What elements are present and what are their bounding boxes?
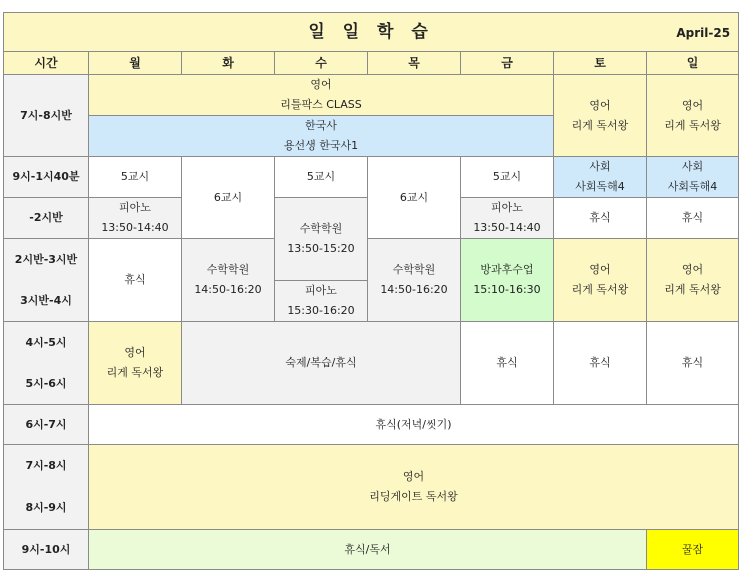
sun-english-cell bbox=[647, 75, 739, 157]
time-1430-1530: 2시반-3시반 bbox=[14, 252, 78, 266]
homework-cell: 숙제/복습/휴식 bbox=[182, 322, 461, 405]
english-class-title: 리틀팍스 CLASS bbox=[280, 98, 362, 111]
english-class-subject: 영어 bbox=[310, 78, 332, 91]
wed-math-cell bbox=[275, 198, 368, 281]
korean-history-title: 용선생 한국사1 bbox=[283, 139, 359, 152]
reading-gate-cell bbox=[89, 445, 739, 530]
sun-english-2-title: 리게 독서왕 bbox=[664, 283, 721, 296]
fri-piano-time: 13:50-14:40 bbox=[473, 221, 541, 234]
time-to-1430: -2시반 bbox=[4, 198, 89, 239]
sun-social-cell bbox=[647, 157, 739, 198]
fri-afterschool-subject: 방과후수업 bbox=[480, 263, 534, 276]
sat-english-title: 리게 독서왕 bbox=[571, 118, 629, 132]
korean-history-cell bbox=[89, 116, 554, 157]
mon-piano-time: 13:50-14:40 bbox=[101, 221, 169, 234]
title-cell bbox=[4, 13, 739, 52]
wed-math-subject: 수학학원 bbox=[299, 221, 343, 235]
sat-rest-1: 휴식 bbox=[554, 198, 647, 239]
daily-schedule bbox=[3, 12, 738, 570]
time-1430-1600 bbox=[4, 239, 89, 322]
sat-english-2-subject: 영어 bbox=[589, 263, 611, 276]
schedule-table bbox=[3, 12, 739, 570]
dinner-cell: 휴식(저녁/씻기) bbox=[89, 405, 739, 445]
time-2100-2200: 9시-10시 bbox=[4, 530, 89, 570]
sun-social-title: 사회독해4 bbox=[667, 180, 718, 193]
wed-piano-subject: 피아노 bbox=[305, 283, 337, 297]
sun-rest-1: 휴식 bbox=[647, 198, 739, 239]
time-1600-1700: 4시-5시 bbox=[25, 335, 67, 349]
sat-english-cell bbox=[554, 75, 647, 157]
reading-gate-title: 리딩게이트 독서왕 bbox=[369, 490, 458, 503]
sun-rest-2: 휴식 bbox=[647, 322, 739, 405]
header-sun: 일 bbox=[647, 52, 739, 75]
fri-afterschool-time: 15:10-16:30 bbox=[473, 283, 541, 296]
header-fri: 금 bbox=[461, 52, 554, 75]
wed-piano-time: 15:30-16:20 bbox=[287, 303, 355, 317]
time-1530-1600: 3시반-4시 bbox=[20, 293, 72, 307]
tue-math-cell bbox=[182, 239, 275, 322]
thu-math-cell bbox=[368, 239, 461, 322]
sun-social-subject: 사회 bbox=[681, 160, 704, 173]
date-label: April-25 bbox=[676, 26, 731, 40]
korean-history-subject: 한국사 bbox=[305, 119, 337, 132]
time-1900-2100 bbox=[4, 445, 89, 530]
mon-english-subject: 영어 bbox=[124, 346, 146, 359]
fri-piano-cell bbox=[461, 198, 554, 239]
time-1700-1800: 5시-6시 bbox=[25, 376, 67, 390]
sat-social-cell bbox=[554, 157, 647, 198]
header-wed: 수 bbox=[275, 52, 368, 75]
wed-piano-cell bbox=[275, 280, 368, 322]
sat-social-subject: 사회 bbox=[589, 160, 611, 173]
header-tue: 화 bbox=[182, 52, 275, 75]
header-mon: 월 bbox=[89, 52, 182, 75]
time-9-1340: 9시-1시40분 bbox=[4, 157, 89, 198]
sun-english-2-subject: 영어 bbox=[681, 263, 704, 276]
time-2000-2100: 8시-9시 bbox=[25, 501, 67, 514]
sun-english-subject: 영어 bbox=[681, 98, 704, 112]
time-7-830: 7시-8시반 bbox=[4, 75, 89, 157]
header-sat: 토 bbox=[554, 52, 647, 75]
sat-social-title: 사회독해4 bbox=[575, 180, 625, 193]
mon-rest: 휴식 bbox=[89, 239, 182, 322]
fri-rest: 휴식 bbox=[461, 322, 554, 405]
time-1900-2000: 7시-8시 bbox=[25, 459, 67, 472]
mon-piano-cell bbox=[89, 198, 182, 239]
fri-piano-subject: 피아노 bbox=[491, 201, 523, 214]
thu-period6: 6교시 bbox=[368, 157, 461, 239]
mon-piano-subject: 피아노 bbox=[119, 201, 151, 214]
mon-period5: 5교시 bbox=[89, 157, 182, 198]
wed-math-time: 13:50-15:20 bbox=[287, 241, 355, 255]
thu-math-subject: 수학학원 bbox=[392, 263, 436, 276]
sun-english-title: 리게 독서왕 bbox=[664, 118, 721, 132]
sat-rest-2: 휴식 bbox=[554, 322, 647, 405]
sun-english-2-cell bbox=[647, 239, 739, 322]
fri-afterschool-cell bbox=[461, 239, 554, 322]
sat-english-2-title: 리게 독서왕 bbox=[571, 283, 629, 296]
fri-period5: 5교시 bbox=[461, 157, 554, 198]
tue-math-subject: 수학학원 bbox=[206, 263, 250, 276]
tue-period6: 6교시 bbox=[182, 157, 275, 239]
mon-english-cell bbox=[89, 322, 182, 405]
thu-math-time: 14:50-16:20 bbox=[380, 283, 448, 296]
tue-math-time: 14:50-16:20 bbox=[194, 283, 262, 296]
header-row bbox=[4, 52, 739, 75]
time-1600-1800 bbox=[4, 322, 89, 405]
time-1800-1900: 6시-7시 bbox=[4, 405, 89, 445]
english-class-cell bbox=[89, 75, 554, 116]
header-time: 시간 bbox=[4, 52, 89, 75]
header-thu: 목 bbox=[368, 52, 461, 75]
page-title: 일 일 학 습 bbox=[308, 22, 434, 42]
reading-gate-subject: 영어 bbox=[402, 470, 425, 483]
sleep-cell: 꿀잠 bbox=[647, 530, 739, 570]
rest-reading-cell: 휴식/독서 bbox=[89, 530, 647, 570]
wed-period5: 5교시 bbox=[275, 157, 368, 198]
sat-english-subject: 영어 bbox=[589, 98, 611, 112]
sat-english-2-cell bbox=[554, 239, 647, 322]
mon-english-title: 리게 독서왕 bbox=[106, 366, 164, 379]
